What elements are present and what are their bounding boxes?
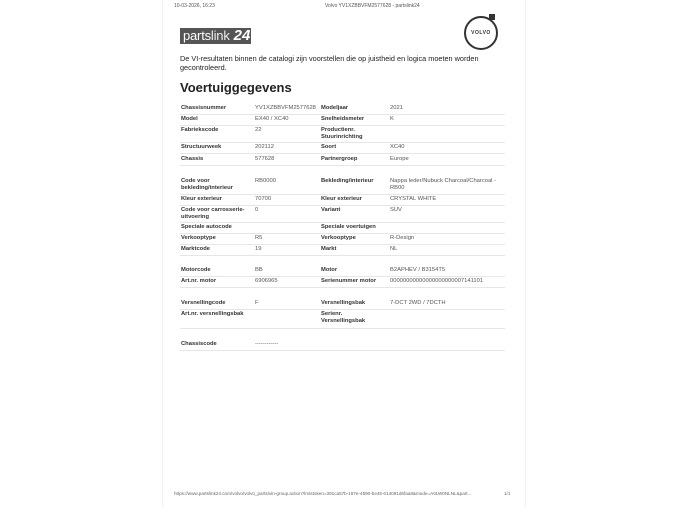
field-value: RB0000: [255, 178, 276, 184]
field-value: EX40 / XC40: [255, 116, 289, 122]
print-datetime: 10-03-2026, 16:23: [174, 3, 215, 9]
field-value: 70700: [255, 196, 272, 202]
field-value: 2021: [390, 105, 403, 111]
table-row: [180, 206, 505, 223]
field-label: Art.nr. versnellingsbak: [181, 311, 244, 317]
table-row: [180, 104, 505, 115]
field-value: R5: [255, 235, 263, 241]
field-value: Europe: [390, 156, 409, 162]
field-label: Verkooptype: [181, 235, 216, 241]
field-label: Motorcode: [181, 267, 211, 273]
field-value: YV1XZBBVFM2577628: [255, 105, 316, 111]
field-value: 19: [255, 246, 262, 252]
volvo-logo: VOLVO: [464, 16, 498, 50]
field-label: Code voor bekleding/interieur: [181, 178, 233, 191]
field-label: Markt: [321, 246, 337, 252]
print-url: https://www.partslink24.com/volvo/volvo_parts/vin-group.action?lmtstoken=391ca57b-187e-4590-be45-014091d6faa8&mode=A0LW0NLNL&part...: [174, 491, 472, 496]
field-label: Code voor carrosserie-uitvoering: [181, 207, 245, 220]
field-value: ------------: [255, 341, 279, 347]
field-label: Serienummer motor: [321, 278, 377, 284]
field-label: Structuurweek: [181, 144, 222, 150]
table-row: [180, 340, 505, 351]
field-value: 00000000000000000000007141101: [390, 278, 484, 284]
field-label: Variant: [321, 207, 341, 213]
field-label: Speciale autocode: [181, 224, 232, 230]
table-row: [180, 245, 505, 256]
table-row: [180, 195, 505, 206]
field-value: 202112: [255, 144, 274, 150]
field-label: Kleur exterieur: [321, 196, 362, 202]
table-row: [180, 143, 505, 154]
field-value: 6906965: [255, 278, 278, 284]
field-label: Model: [181, 116, 198, 122]
table-row: [180, 115, 505, 126]
table-row: [180, 277, 505, 288]
table-row: [180, 310, 505, 329]
field-label: Chassiscode: [181, 341, 217, 347]
table-row: [180, 299, 505, 310]
field-label: Versnellingcode: [181, 300, 226, 306]
field-label: Motor: [321, 267, 338, 273]
field-label: Fabriekscode: [181, 127, 219, 133]
field-label: Chassisnummer: [181, 105, 227, 111]
field-label: Art.nr. motor: [181, 278, 217, 284]
field-label: Kleur exterieur: [181, 196, 222, 202]
table-row: [180, 155, 505, 166]
field-value: 7-DCT 2WD / 7DCTH: [390, 300, 446, 306]
field-label: Productienr. Stuurinrichting: [321, 127, 363, 140]
table-row: [180, 223, 505, 234]
field-value: CRYSTAL WHITE: [390, 196, 437, 202]
field-label: Modeljaar: [321, 105, 349, 111]
table-row: [180, 177, 505, 195]
field-value: Nappa leder/Nubuck Charcoal/Charcoal - RB00: [390, 178, 497, 191]
field-label: Serienr. Versnellingsbak: [321, 311, 366, 324]
field-label: Chassis: [181, 156, 204, 162]
table-row: [180, 126, 505, 143]
print-page-title: Volvo YV1XZBBVFM2577628 - partslink24: [325, 3, 420, 9]
field-value: R-Design: [390, 235, 415, 241]
field-label: Speciale voertuigen: [321, 224, 376, 230]
field-label: Versnellingsbak: [321, 300, 366, 306]
field-value: XC40: [390, 144, 405, 150]
field-label: Snelheidsmeter: [321, 116, 365, 122]
field-label: Verkooptype: [321, 235, 356, 241]
table-row: [180, 234, 505, 245]
field-label: Partnergroep: [321, 156, 358, 162]
field-value: BB: [255, 267, 263, 273]
field-value: K: [390, 116, 394, 122]
field-value: F: [255, 300, 259, 306]
disclaimer-text: De VI-resultaten binnen de catalogi zijn voorstellen die op juistheid en logica moeten worden gecontroleerd.: [180, 54, 479, 72]
field-label: Marktcode: [181, 246, 210, 252]
field-value: NL: [390, 246, 398, 252]
field-label: Soort: [321, 144, 337, 150]
volvo-arrow-icon: [489, 14, 495, 20]
field-value: 0: [255, 207, 259, 213]
partslink24-logo: partslink 24: [180, 28, 251, 44]
table-row: [180, 266, 505, 277]
field-value: B2APHEV / B3154T5: [390, 267, 446, 273]
field-value: 577628: [255, 156, 275, 162]
page-title: Voertuiggegevens: [180, 80, 292, 95]
field-value: SUV: [390, 207, 402, 213]
field-value: 22: [255, 127, 262, 133]
field-label: Bekleding/interieur: [321, 178, 374, 184]
print-page-number: 1/1: [504, 491, 511, 496]
